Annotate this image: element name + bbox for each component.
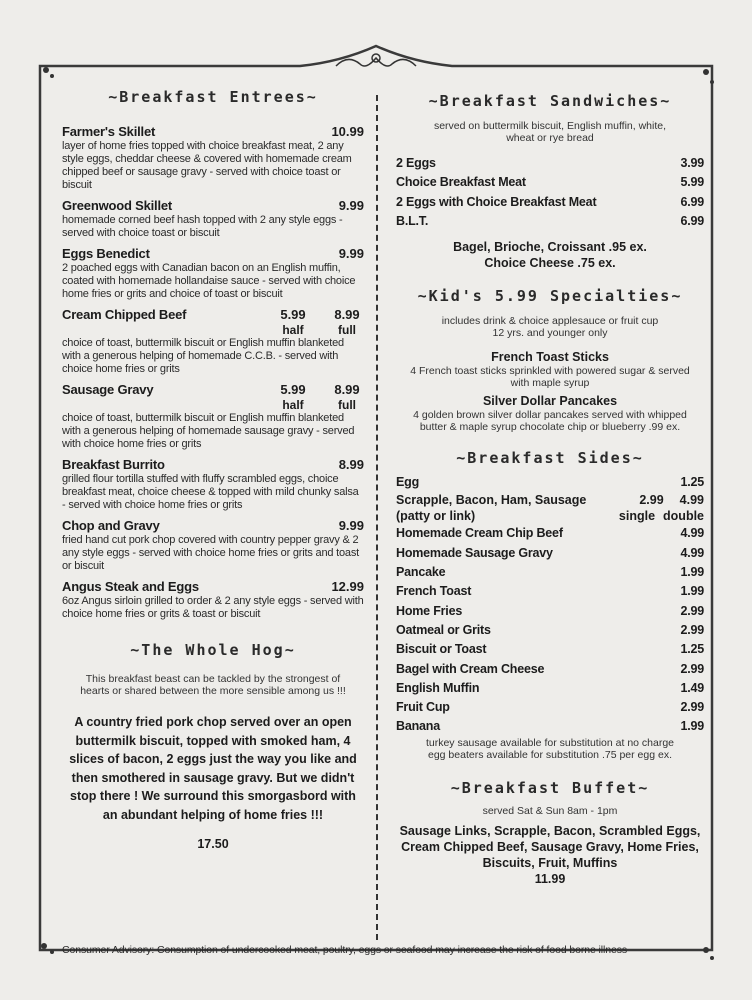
item-name: Cream Chipped Beef: [62, 307, 187, 322]
item-price: 9.99: [338, 198, 364, 213]
side-price: 1.25: [680, 475, 704, 490]
item-header: [62, 579, 364, 595]
side-price: 1.99: [680, 719, 704, 734]
sandwich-name: Choice Breakfast Meat: [396, 175, 526, 190]
side-item: [396, 679, 704, 698]
entrees-list-2: [62, 457, 364, 621]
sandwich-item: [396, 154, 704, 173]
kids-item-name: Silver Dollar Pancakes: [482, 394, 618, 409]
item-desc: grilled flour tortilla stuffed with fluffy scrambled eggs, choice breakfast meat, choice cheese & topped with mild chunky salsa - served with choice home fries or grits: [62, 473, 359, 511]
side-price: 1.99: [680, 584, 704, 599]
sandwiches-list: [396, 154, 704, 231]
side-item: [396, 524, 704, 543]
price-half: 5.99: [280, 382, 306, 397]
side-name: Scrapple, Bacon, Ham, Sausage: [396, 493, 587, 508]
sandwich-price: 6.99: [680, 213, 704, 228]
item-desc: layer of home fries topped with choice breakfast meat, 2 any style eggs, cheddar cheese & covered with homemade cream chipped beef or sausage gravy - served with choice toast or biscuit: [62, 140, 352, 191]
side-price: 1.49: [680, 680, 704, 695]
side-price: 1.25: [680, 642, 704, 657]
kids-sub-1: includes drink & choice applesauce or fruit cup: [441, 315, 659, 328]
price-single: 2.99: [639, 493, 664, 508]
side-name: Bagel with Cream Cheese: [396, 661, 545, 676]
item-price: 9.99: [338, 246, 364, 261]
whole-hog-price: 17.50: [197, 837, 229, 851]
left-column: [62, 88, 364, 852]
price-full: 8.99: [334, 307, 360, 322]
menu-item: [62, 246, 364, 301]
side-name: Fruit Cup: [396, 700, 450, 715]
side-name: French Toast: [396, 584, 472, 599]
menu-item: [62, 518, 364, 573]
item-header: [62, 457, 364, 473]
sandwiches-sub: served on buttermilk biscuit, English muffin, white, wheat or rye bread: [433, 120, 667, 144]
kids-item-name: French Toast Sticks: [491, 350, 609, 365]
item-header: [62, 124, 364, 140]
side-price: 2.99: [680, 700, 704, 715]
buffet-sub: served Sat & Sun 8am - 1pm: [482, 804, 618, 817]
menu-item: [62, 579, 364, 621]
item-desc: 6oz Angus sirloin grilled to order & 2 any style eggs - served with choice home fries or grits & toast or biscuit: [62, 595, 364, 620]
item-name: Chop and Gravy: [62, 518, 160, 533]
sandwich-price: 6.99: [680, 194, 704, 209]
entrees-title: ~Breakfast Entrees~: [108, 88, 318, 106]
item-header: [62, 518, 364, 534]
column-divider: [376, 95, 378, 940]
item-price: 8.99: [338, 457, 364, 472]
kids-item-desc: 4 golden brown silver dollar pancakes served with whipped butter & maple syrup chocolate chip or blueberry .99 ex.: [413, 409, 687, 434]
buffet-title: ~Breakfast Buffet~: [450, 778, 650, 797]
side-item: [396, 621, 704, 640]
whole-hog-desc: A country fried pork chop served over an open buttermilk biscuit, topped with smoked ham, 4 slices of bacon, 2 eggs just the way you like and then smothered in sausage gravy. But we didn't stop there ! We surround this smorgasbord with an abundant helping of home fries !!!: [69, 715, 357, 822]
item-name: Eggs Benedict: [62, 246, 150, 261]
side-name: Homemade Cream Chip Beef: [396, 526, 563, 541]
side-item: [396, 582, 704, 601]
kids-sub-2: 12 yrs. and younger only: [492, 327, 608, 340]
item-name: Breakfast Burrito: [62, 457, 165, 472]
buffet-desc: Sausage Links, Scrapple, Bacon, Scrambled Eggs, Cream Chipped Beef, Sausage Gravy, Home Fries, Biscuits, Fruit, Muffins: [399, 823, 701, 870]
kids-list: [396, 349, 704, 433]
side-name-2: (patty or link): [396, 509, 476, 524]
side-name: Home Fries: [396, 603, 463, 618]
price-half: 5.99: [280, 307, 306, 322]
full-label: full: [338, 398, 356, 412]
full-label: full: [338, 323, 356, 337]
side-name: Banana: [396, 719, 440, 734]
side-name: Pancake: [396, 565, 446, 580]
item-price: 10.99: [331, 124, 364, 139]
side-item-scrapple: [396, 492, 704, 524]
whole-hog-title: ~The Whole Hog~: [130, 641, 296, 659]
side-name: Homemade Sausage Gravy: [396, 545, 553, 560]
side-name: English Muffin: [396, 680, 480, 695]
menu-item: [62, 457, 364, 512]
whole-hog-intro: This breakfast beast can be tackled by the strongest of hearts or shared between the more sensible among us !!!: [80, 673, 346, 697]
price-double: 4.99: [679, 493, 704, 508]
sandwich-item: [396, 212, 704, 231]
consumer-advisory: Consumer Advisory: Consumption of undercooked meat, poultry, eggs or seafood may increase the risk of food borne illness: [62, 944, 628, 956]
double-label: double: [663, 509, 704, 524]
sandwich-price: 5.99: [680, 175, 704, 190]
right-column: [396, 92, 704, 887]
kids-item: [396, 349, 704, 389]
side-item: [396, 602, 704, 621]
item-header: [62, 246, 364, 262]
item-name: Angus Steak and Eggs: [62, 579, 199, 594]
sandwich-item: [396, 173, 704, 192]
side-price: 1.99: [680, 565, 704, 580]
item-desc: fried hand cut pork chop covered with country pepper gravy & 2 any style eggs - served with choice home fries or grits and toast or biscuit: [62, 534, 359, 572]
sandwiches-title: ~Breakfast Sandwiches~: [428, 92, 672, 110]
side-price: 4.99: [680, 526, 704, 541]
side-item: [396, 640, 704, 659]
item-name: Sausage Gravy: [62, 382, 154, 397]
side-item: [396, 544, 704, 563]
half-label: half: [282, 323, 304, 337]
side-price: 2.99: [680, 622, 704, 637]
side-item: [396, 563, 704, 582]
item-desc: choice of toast, buttermilk biscuit or English muffin blanketed with a generous helping of homemade C.C.B. - served with choice home fries or grits: [62, 337, 344, 375]
single-label: single: [618, 509, 656, 524]
side-item: [396, 698, 704, 717]
kids-title: ~Kid's 5.99 Specialties~: [417, 287, 683, 306]
sandwich-name: 2 Eggs with Choice Breakfast Meat: [396, 194, 597, 209]
sandwich-extra-2: Choice Cheese .75 ex.: [484, 256, 616, 271]
item-name: Farmer's Skillet: [62, 124, 156, 139]
side-price: 2.99: [680, 603, 704, 618]
side-name: Oatmeal or Grits: [396, 622, 491, 637]
sandwich-item: [396, 193, 704, 212]
side-item: [396, 660, 704, 679]
kids-item-desc: 4 French toast sticks sprinkled with powered sugar & served with maple syrup: [410, 365, 690, 390]
sides-title: ~Breakfast Sides~: [456, 449, 644, 468]
side-item: [396, 717, 704, 736]
item-price: 9.99: [338, 518, 364, 533]
sandwich-name: 2 Eggs: [396, 156, 436, 170]
item-header: [62, 198, 364, 214]
side-price: 2.99: [680, 661, 704, 676]
side-name: Egg: [396, 475, 420, 490]
half-label: half: [282, 398, 304, 412]
menu-item: [62, 124, 364, 192]
sides-note-2: egg beaters available for substitution .75 per egg ex.: [428, 748, 672, 761]
entrees-list: [62, 124, 364, 301]
item-price: 12.99: [331, 579, 364, 594]
menu-item: [62, 198, 364, 240]
sides-list: [396, 524, 704, 736]
buffet-price: 11.99: [534, 871, 566, 886]
sandwich-price: 3.99: [680, 156, 704, 170]
menu-item-cream-chipped-beef: [62, 307, 364, 376]
side-item-egg: [396, 473, 704, 492]
sides-note-1: turkey sausage available for substitution at no charge: [425, 736, 675, 749]
menu-item-sausage-gravy: [62, 382, 364, 451]
kids-item: [396, 393, 704, 433]
item-name: Greenwood Skillet: [62, 198, 173, 213]
sandwich-name: B.L.T.: [396, 213, 429, 228]
item-desc: homemade corned beef hash topped with 2 any style eggs - served with choice toast or biscuit: [62, 214, 343, 239]
item-desc: choice of toast, buttermilk biscuit or English muffin blanketed with a generous helping of homemade sausage gravy - served with choice home fries or grits: [62, 412, 355, 450]
price-full: 8.99: [334, 382, 360, 397]
side-name: Biscuit or Toast: [396, 642, 487, 657]
sandwich-extra-1: Bagel, Brioche, Croissant .95 ex.: [453, 240, 647, 255]
side-price: 4.99: [680, 545, 704, 560]
item-desc: 2 poached eggs with Canadian bacon on an English muffin, coated with homemade hollandaise sauce - served with choice home fries or grits and choice of toast or biscuit: [62, 262, 356, 300]
